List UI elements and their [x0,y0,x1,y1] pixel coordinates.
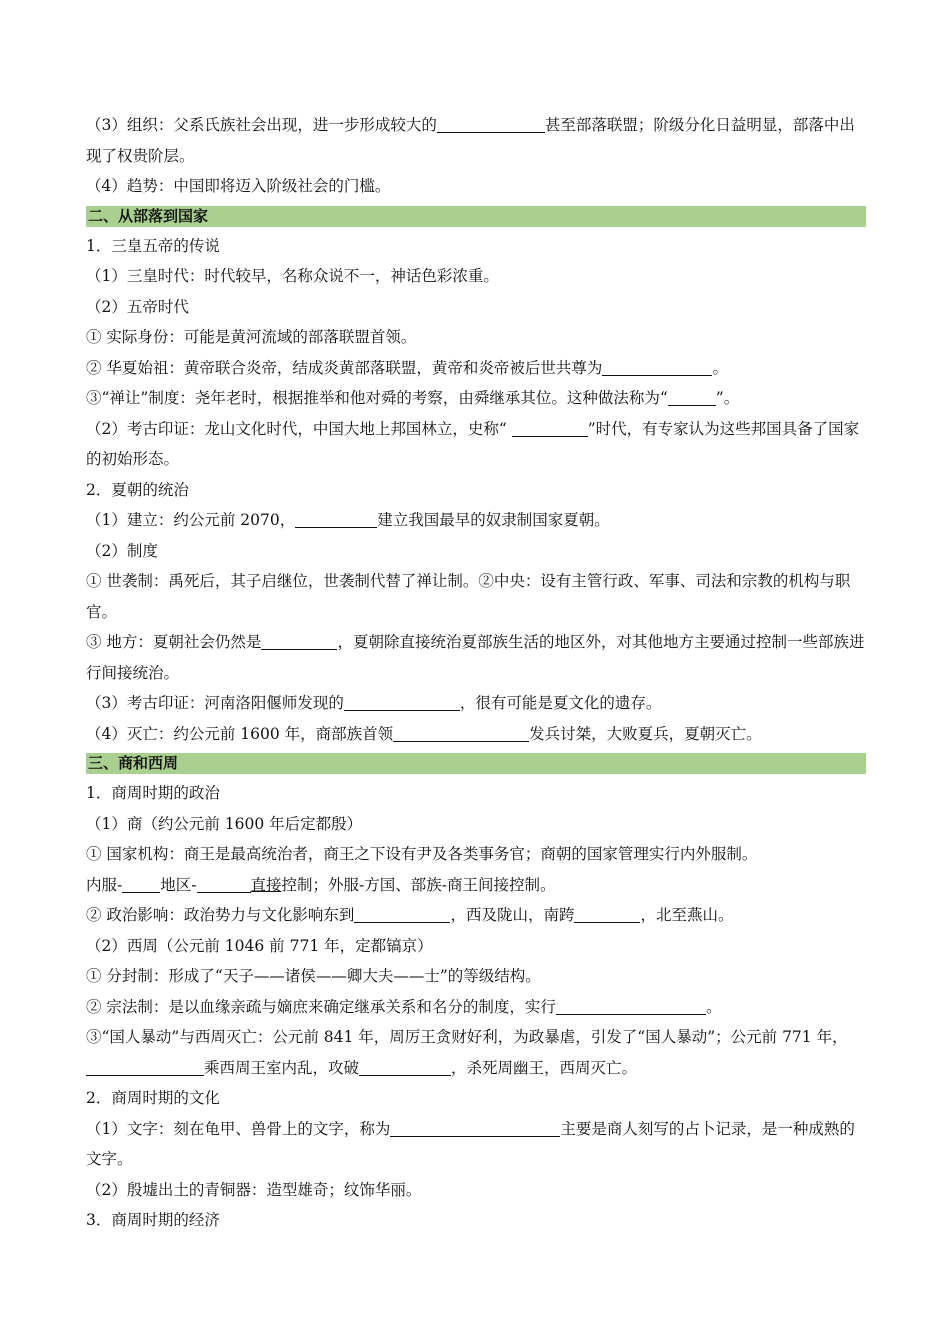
text: ，北至燕山。 [640,906,734,924]
paragraph-trend: （4）趋势：中国即将迈入阶级社会的门槛。 [86,177,391,195]
text: 。 [705,997,722,1016]
paragraph-local [86,627,866,688]
paragraph-western-zhou: （2）西周（公元前 1046 前 771 年，定都镐京） [86,936,433,955]
paragraph-identity: ① 实际身份：可能是黄河流域的部落联盟首领。 [86,328,417,346]
fill-blank[interactable] [512,418,588,437]
text: （2）考古印证：龙山文化时代，中国大地上邦国林立，史称“ [86,419,512,438]
text: 主要是商人刻写的占卜记录，是一种成熟的文字。 [86,1119,855,1168]
text: ”时代，有专家认为这些邦国具备了国家的初始形态。 [86,419,860,468]
text: ，夏朝除直接统治夏部族生活的地区外，对其他地方主要通过控制一些部族进行间接统治。 [86,633,865,682]
paragraph-enfeoffment: ① 分封制：形成了“天子——诸侯——卿大夫——士”的等级结构。 [86,967,541,985]
fill-blank[interactable] [602,357,712,376]
paragraph-influence [86,900,866,931]
paragraph-hereditary: ① 世袭制：禹死后，其子启继位，世袭制代替了禅让制。②中央：设有主管行政、军事、司法和宗教的机构与职官。 [86,572,851,621]
paragraph-shang: （1）商（约公元前 1600 年后定都殷） [86,814,363,833]
text: （1）文字：刻在龟甲、兽骨上的文字，称为 [86,1119,391,1138]
text: （3）组织：父系氏族社会出现，进一步形成较大的 [86,116,437,134]
text: ③“国人暴动”与西周灭亡：公元前 841 年，周厉王贪财好利，为政暴虐，引发了“国人暴动”；公元前 771 年， [86,1028,848,1046]
fill-blank[interactable] [354,904,450,923]
fill-blank[interactable] [393,723,529,742]
text: 建立我国最早的奴隶制国家夏朝。 [377,511,610,529]
text: ② 宗法制：是以血缘亲疏与嫡庶来确定继承关系和名分的制度，实行 [86,997,556,1016]
text: 。 [712,358,728,377]
paragraph-erlitou [86,688,866,719]
text: 甚至部落联盟；阶级分化日益明显，部落中出现了权贵阶层。 [86,116,855,165]
text: 地区- [160,875,197,894]
text: 内服- [86,875,123,894]
paragraph-patriarchal [86,992,866,1023]
text: （1）建立：约公元前 2070， [86,511,296,529]
text: 控制；外服-方国、部族-商王间接控制。 [281,875,556,894]
text: （3）考古印证：河南洛阳偃师发现的 [86,694,344,712]
fill-blank[interactable] [574,904,640,923]
fill-blank[interactable] [122,874,160,893]
fill-blank[interactable] [556,996,706,1015]
fill-blank[interactable] [295,509,377,528]
paragraph-ancestors [86,353,866,384]
paragraph-three-sovereigns: （1）三皇时代：时代较早，名称众说不一，神话色彩浓重。 [86,267,499,285]
paragraph-abdication [86,383,866,414]
text: ② 政治影响：政治势力与文化影响东到 [86,906,355,924]
paragraph-five-emperors: （2）五帝时代 [86,297,189,316]
paragraph-rebellion [86,1022,866,1083]
text: （4）灭亡：约公元前 1600 年，商部族首领 [86,724,394,743]
document-page [86,110,866,1236]
fill-blank[interactable] [437,114,545,133]
fill-blank[interactable] [344,692,460,711]
paragraph-organization [86,110,866,171]
paragraph-bronze: （2）殷墟出土的青铜器：造型雄奇；纹饰华丽。 [86,1180,422,1199]
paragraph-state-organs: ① 国家机构：商王是最高统治者，商王之下设有尹及各类事务官；商朝的国家管理实行内外服制。 [86,845,758,863]
text-underlined: 直接 [250,875,282,894]
text: ③“禅让”制度：尧年老时，根据推举和他对舜的考察，由舜继承其位。这种做法称为“ [86,389,668,407]
subheading-economy: 3．商周时期的经济 [86,1211,220,1229]
fill-blank[interactable] [197,874,251,893]
section-header-2: 二、从部落到国家 [86,206,866,227]
text: ，西及陇山，南跨 [450,906,575,924]
text: ，很有可能是夏文化的遗存。 [459,694,662,712]
subheading-legends: 1．三皇五帝的传说 [86,236,220,255]
subheading-culture: 2．商周时期的文化 [86,1089,220,1107]
paragraph-xia-system: （2）制度 [86,541,158,560]
fill-blank[interactable] [390,1118,560,1137]
text: ，杀死周幽王，西周灭亡。 [451,1058,638,1077]
fill-blank[interactable] [86,1057,204,1076]
section-header-3: 三、商和西周 [86,753,866,774]
fill-blank[interactable] [668,387,716,406]
text: ② 华夏始祖：黄帝联合炎帝，结成炎黄部落联盟，黄帝和炎帝被后世共尊为 [86,358,603,377]
fill-blank[interactable] [261,631,337,650]
paragraph-archaeology-longshan [86,414,866,475]
subheading-politics: 1．商周时期的政治 [86,784,220,802]
text: 发兵讨桀，大败夏兵，夏朝灭亡。 [529,724,762,743]
paragraph-inner-outer [86,870,866,901]
subheading-xia: 2．夏朝的统治 [86,480,189,499]
fill-blank[interactable] [359,1057,451,1076]
paragraph-xia-founding [86,505,866,536]
text: ③ 地方：夏朝社会仍然是 [86,633,262,651]
paragraph-xia-fall [86,719,866,750]
text: ”。 [715,389,740,407]
paragraph-oracle-bones [86,1114,866,1175]
text: 乘西周王室内乱，攻破 [204,1058,360,1077]
